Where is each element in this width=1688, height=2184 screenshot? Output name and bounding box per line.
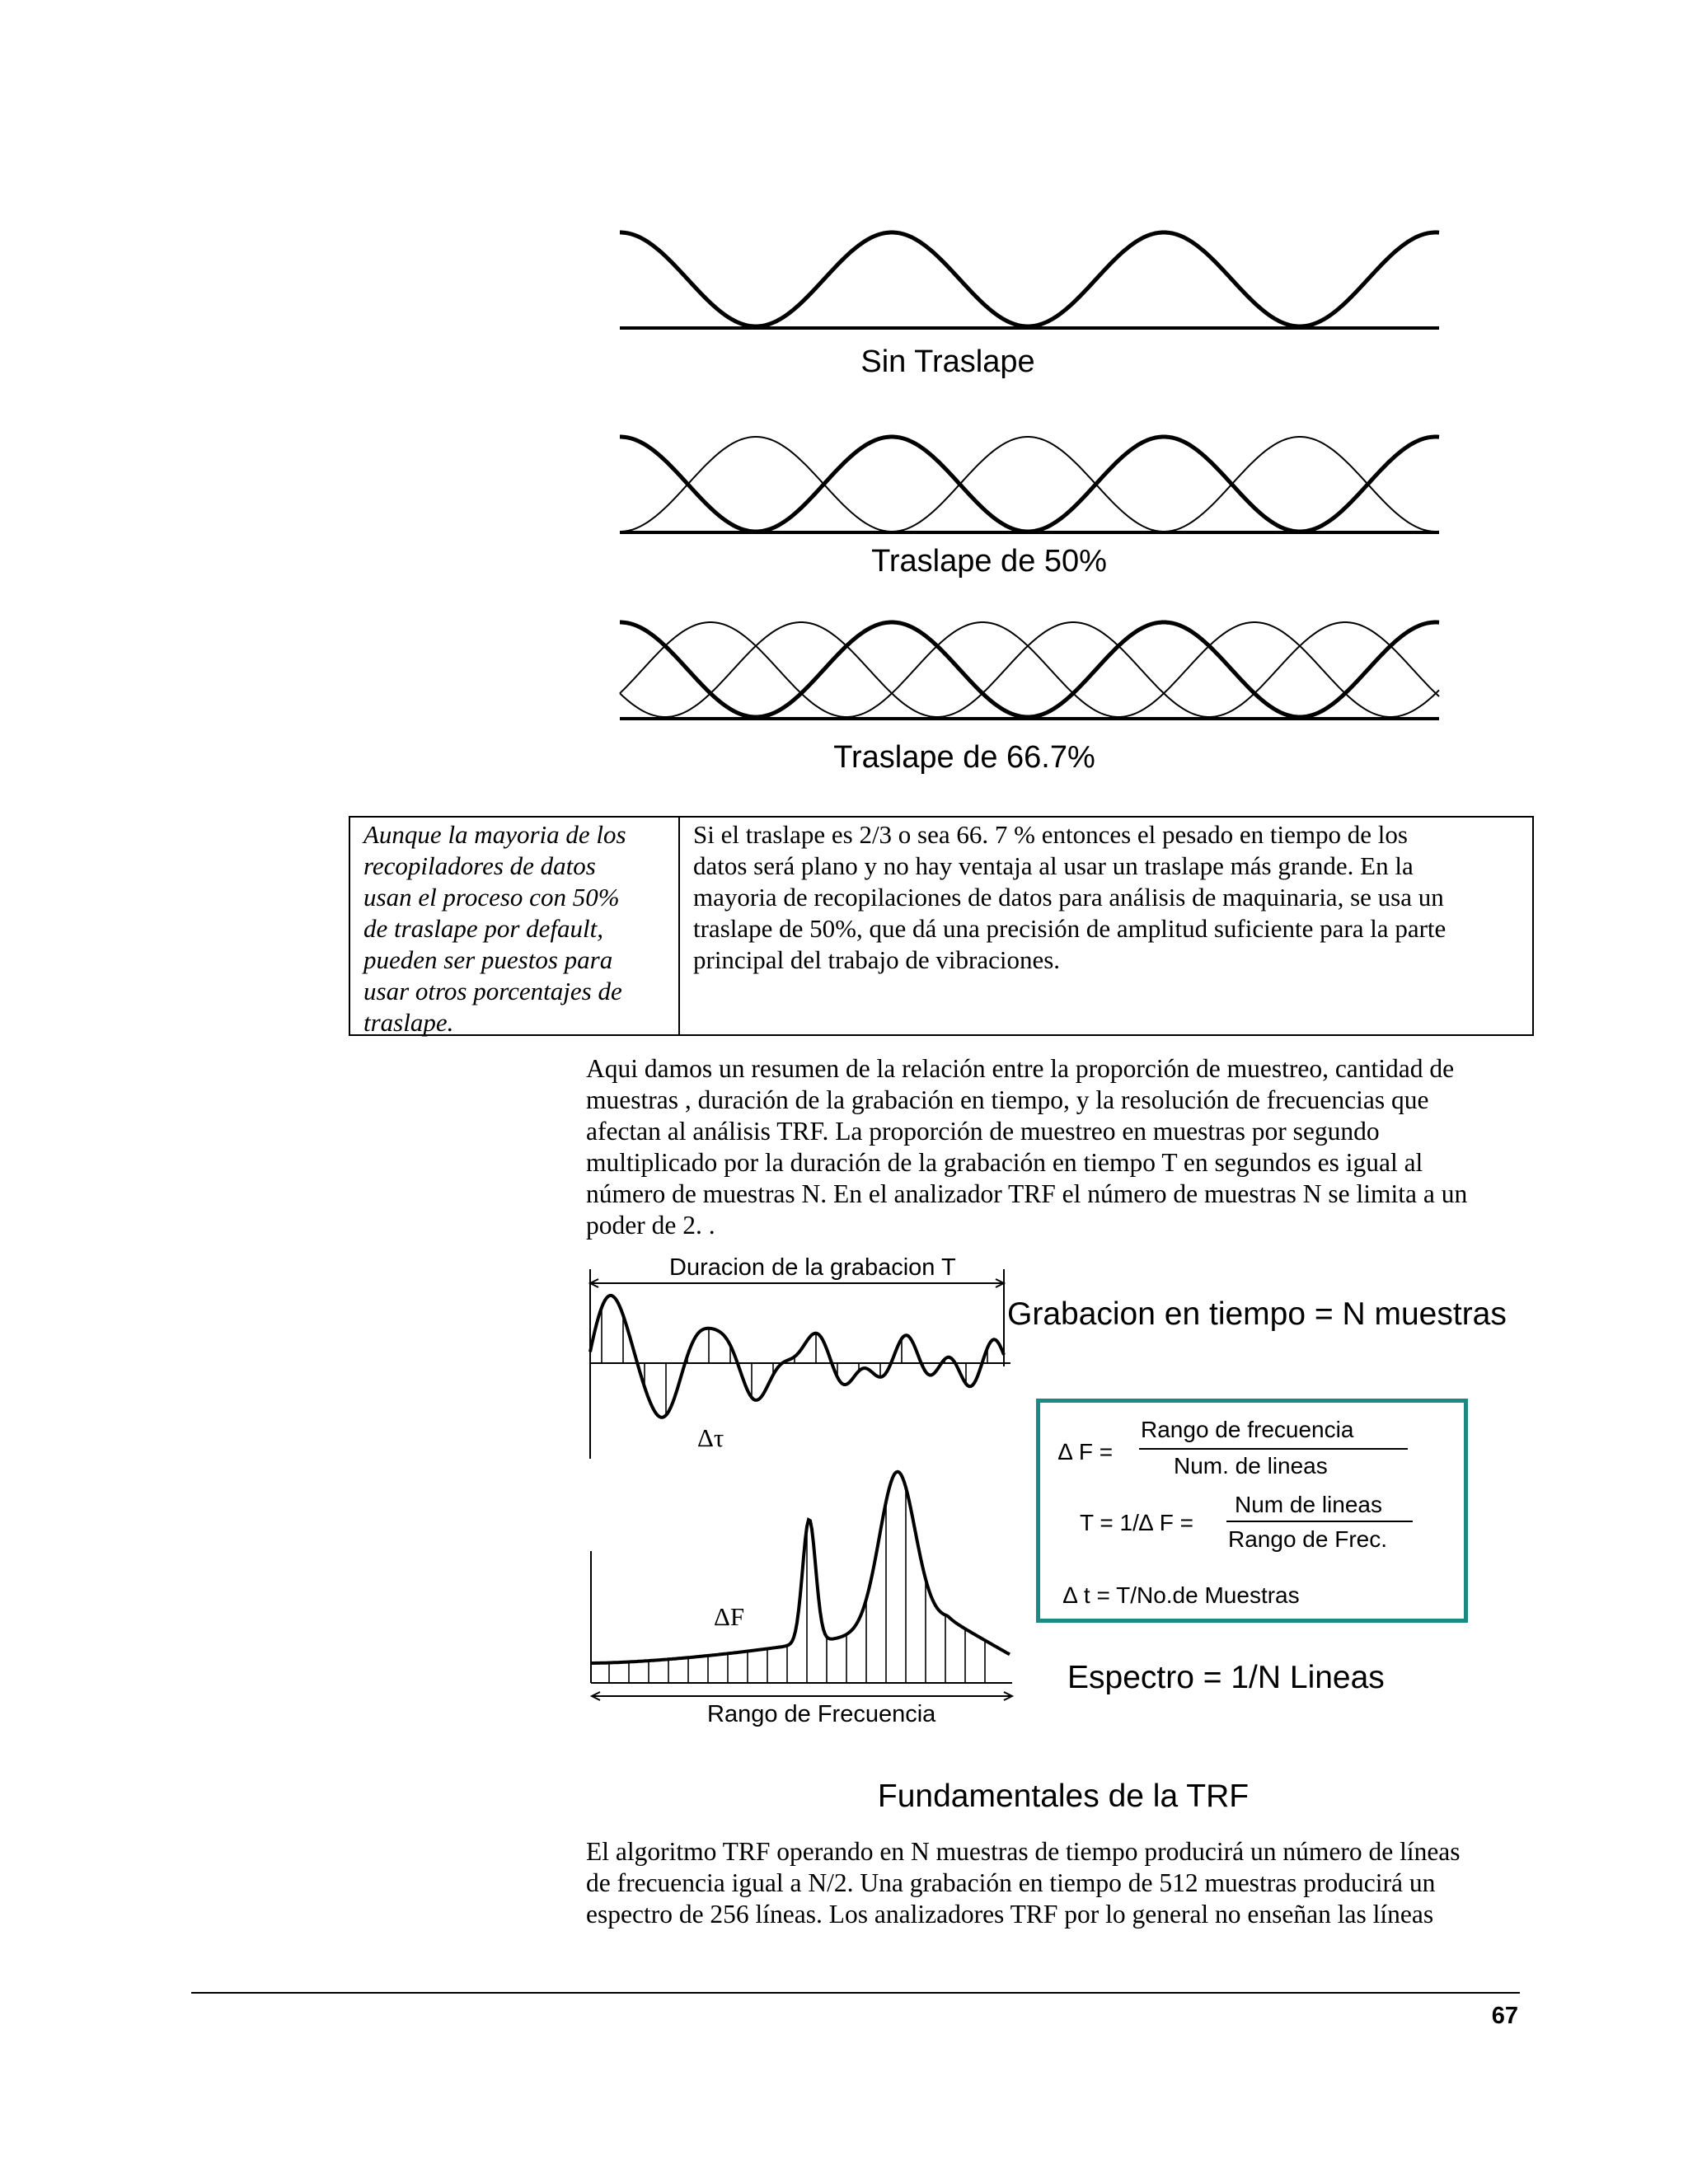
side-note: Aunque la mayoria de los recopiladores de datos usan el proceso con 50% de traslape por default, pueden ser puestos para usar otros porcentajes de traslape. xyxy=(350,818,680,1034)
paragraph-algorithm: El algoritmo TRF operando en N muestras de tiempo producirá un número de líneas de frecuencia igual a N/2. Una grabación en tiempo de 512 muestras producirá un espectro de 256 líneas. Los analizadores TRF por lo general no enseñan las líneas xyxy=(586,1837,1461,1929)
freq-range-label: Rango de Frecuencia xyxy=(707,1701,936,1727)
sample-lines xyxy=(602,1307,987,1415)
caption-traslape-50: Traslape de 50% xyxy=(871,544,1107,579)
wave-no-overlap xyxy=(620,232,1439,326)
formula-2-denominator: Rango de Frec. xyxy=(1228,1526,1387,1552)
formula-1-bar xyxy=(1139,1448,1408,1450)
spectrum-curve xyxy=(591,1472,1010,1663)
formula-2-numerator: Num de lineas xyxy=(1235,1492,1382,1517)
duration-label: Duracion de la grabacion T xyxy=(669,1254,956,1281)
formula-box xyxy=(1036,1399,1468,1623)
delta-f-label: ΔF xyxy=(714,1602,745,1631)
wave-67-thick xyxy=(620,622,1439,717)
time-signal xyxy=(590,1296,1004,1418)
caption-traslape-667: Traslape de 66.7% xyxy=(833,740,1095,775)
formula-2-bar xyxy=(1226,1521,1413,1522)
page-number: 67 xyxy=(1491,2003,1518,2029)
note-main-text: Si el traslape es 2/3 o sea 66. 7 % entonces el pesado en tiempo de los datos será plano y no hay ventaja al usar un traslape más grande. En la mayoria de recopilaciones de datos para análisis de maquinaria, se usa un traslape de 50%, que dá una precisión de amplitud suficiente para la parte principal del trabajo de vibraciones. xyxy=(693,820,1447,974)
note-table xyxy=(349,816,1534,1036)
spectrum-label: Espectro = 1/N Lineas xyxy=(1067,1660,1385,1695)
formula-2-lhs: T = 1/∆ F = xyxy=(1080,1510,1194,1535)
wave-67-thin-1 xyxy=(620,622,1439,717)
paragraph-summary: Aqui damos un resumen de la relación entre la proporción de muestreo, cantidad de muestras , duración de la grabación en tiempo, y la resolución de frecuencias que afectan al análisis TRF. La proporción de muestreo en muestras por segundo multiplicado por la duración de la grabación en tiempo T en segundos es igual al número de muestras N. En el analizador TRF el número de muestras N se limita a un poder de 2. . xyxy=(586,1054,1468,1240)
formula-1-numerator: Rango de frecuencia xyxy=(1141,1417,1354,1442)
trf-figure xyxy=(0,1236,1039,1747)
time-record-label: Grabacion en tiempo = N muestras xyxy=(1007,1296,1507,1332)
wave-67-thin-2 xyxy=(620,622,1439,717)
wave-50-thick xyxy=(620,437,1439,532)
formula-3: ∆ t = T/No.de Muestras xyxy=(1063,1582,1300,1608)
formula-1-denominator: Num. de lineas xyxy=(1174,1453,1328,1479)
footer-rule xyxy=(191,1992,1520,1994)
trf-caption: Fundamentales de la TRF xyxy=(877,1779,1250,1814)
wave-50-thin xyxy=(620,437,1439,532)
formula-1-lhs: ∆ F = xyxy=(1058,1439,1114,1465)
delta-tau-label: Δτ xyxy=(697,1423,724,1452)
caption-sin-traslape: Sin Traslape xyxy=(860,344,1035,379)
overlap-figure xyxy=(0,0,1688,791)
